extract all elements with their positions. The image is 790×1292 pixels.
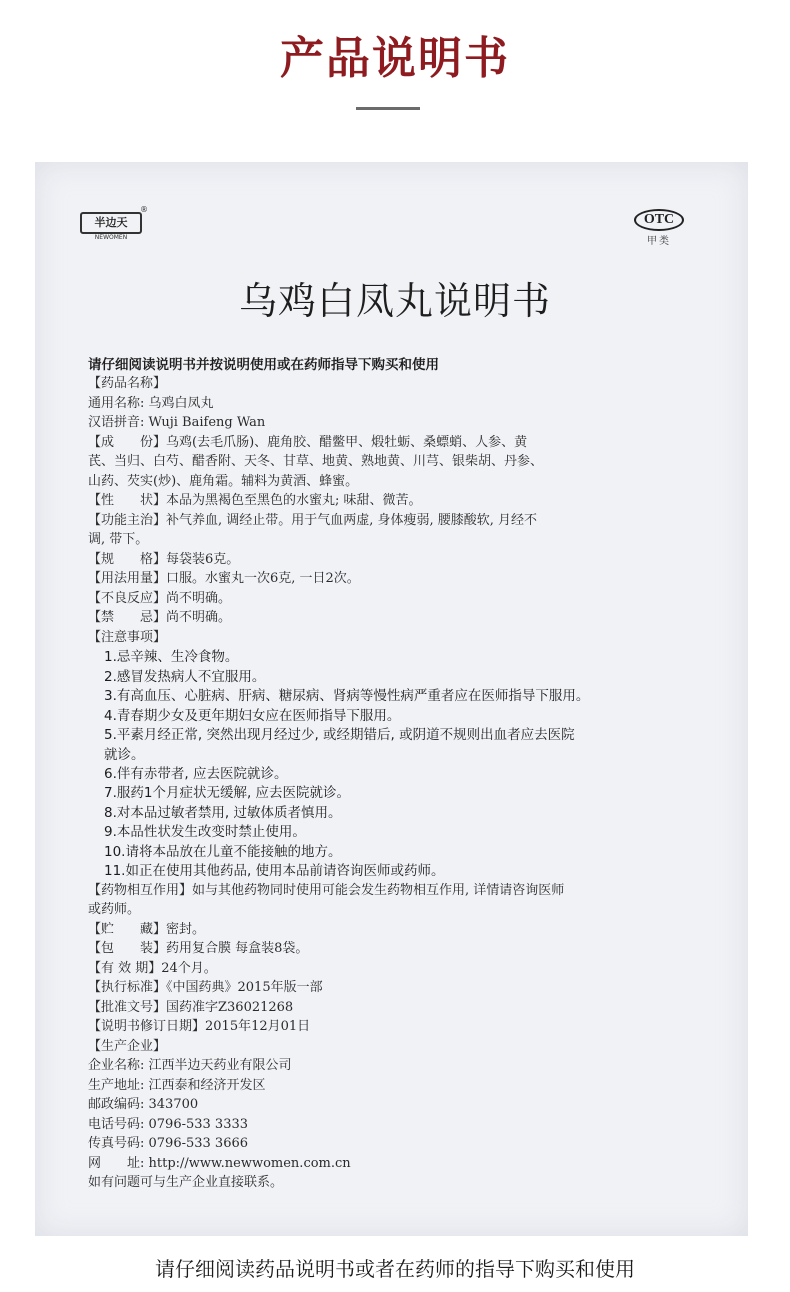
leaflet-line: 【药物相互作用】如与其他药物同时使用可能会发生药物相互作用, 详情请咨询医师 [88,883,565,898]
leaflet-line: 8.对本品过敏者禁用, 过敏体质者慎用。 [104,805,342,821]
leaflet-line: 【生产企业】 [88,1039,167,1054]
footer-note: 请仔细阅读药品说明书或者在药师的指导下购买和使用 [155,1257,635,1281]
heading-divider [356,107,420,110]
leaflet-line: 【禁 忌】尚不明确。 [88,610,232,625]
brand-logo-sub: NEWOMEN [94,234,128,241]
leaflet-line: 9.本品性状发生改变时禁止使用。 [104,824,306,840]
leaflet-line: 【成 份】乌鸡(去毛爪肠)、鹿角胶、醋鳖甲、煅牡蛎、桑螵蛸、人参、黄 [88,435,528,450]
leaflet-line: 【说明书修订日期】2015年12月01日 [88,1019,311,1034]
leaflet-line: 1.忌辛辣、生冷食物。 [104,649,239,665]
leaflet-line: 汉语拼音: Wuji Baifeng Wan [88,415,266,430]
leaflet-line: 【药品名称】 [88,376,167,391]
leaflet-line: 10.请将本品放在儿童不能接触的地方。 [104,844,342,860]
otc-mark: OTC [634,209,684,231]
otc-logo [634,209,684,247]
leaflet-line: 【批准文号】国药准字Z36021268 [88,1000,294,1015]
leaflet-line: 调, 带下。 [88,532,149,547]
leaflet-line: 电话号码: 0796-533 3333 [88,1117,249,1132]
leaflet-line: 2.感冒发热病人不宜服用。 [104,669,266,685]
leaflet-line: 3.有高血压、心脏病、肝病、糖尿病、肾病等慢性病严重者应在医师指导下服用。 [104,688,590,704]
leaflet-line: 传真号码: 0796-533 3666 [88,1136,249,1151]
leaflet-line: 通用名称: 乌鸡白凤丸 [88,396,214,411]
registered-mark: ® [140,205,148,214]
leaflet-line: 请仔细阅读说明书并按说明使用或在药师指导下购买和使用 [88,357,439,373]
otc-class: 甲类 [647,236,671,247]
page-heading: 产品说明书 [280,33,510,84]
leaflet-line: 【执行标准】《中国药典》2015年版一部 [88,980,323,995]
leaflet-line: 【不良反应】尚不明确。 [88,591,232,606]
leaflet-line: 5.平素月经正常, 突然出现月经过少, 或经期错后, 或阴道不规则出血者应去医院 [104,727,575,743]
leaflet-line: 【用法用量】口服。水蜜丸一次6克, 一日2次。 [88,571,360,586]
leaflet-line: 11.如正在使用其他药品, 使用本品前请咨询医师或药师。 [104,863,445,879]
leaflet-line: 【功能主治】补气养血, 调经止带。用于气血两虚, 身体瘦弱, 腰膝酸软, 月经不 [88,513,538,528]
leaflet-line: 邮政编码: 343700 [88,1097,199,1112]
leaflet-line: 就诊。 [104,747,145,763]
leaflet-line: 生产地址: 江西泰和经济开发区 [88,1078,266,1093]
brand-logo-text: 半边天 [80,212,142,234]
leaflet-line: 【有 效 期】24个月。 [88,961,217,976]
leaflet-line: 【包 装】药用复合膜 每盒装8袋。 [88,941,309,956]
leaflet-line: 【规 格】每袋装6克。 [88,552,240,567]
leaflet-line: 芪、当归、白芍、醋香附、天冬、甘草、地黄、熟地黄、川芎、银柴胡、丹参、 [88,454,544,469]
leaflet-line: 或药师。 [88,902,141,917]
leaflet-line: 企业名称: 江西半边天药业有限公司 [88,1058,292,1073]
leaflet-line: 网 址: http://www.newwomen.com.cn [88,1156,351,1171]
leaflet-line: 4.青春期少女及更年期妇女应在医师指导下服用。 [104,708,401,724]
leaflet-line: 6.伴有赤带者, 应去医院就诊。 [104,766,288,782]
brand-logo [80,212,142,242]
leaflet-line: 如有问题可与生产企业直接联系。 [88,1175,284,1190]
leaflet-line: 【性 状】本品为黑褐色至黑色的水蜜丸; 味甜、微苦。 [88,493,422,508]
leaflet-line: 【贮 藏】密封。 [88,922,206,937]
leaflet-line: 山药、芡实(炒)、鹿角霜。辅料为黄酒、蜂蜜。 [88,474,359,489]
document-title: 乌鸡白凤丸说明书 [238,279,551,323]
leaflet-line: 7.服药1个月症状无缓解, 应去医院就诊。 [104,785,351,801]
leaflet-line: 【注意事项】 [88,630,167,645]
